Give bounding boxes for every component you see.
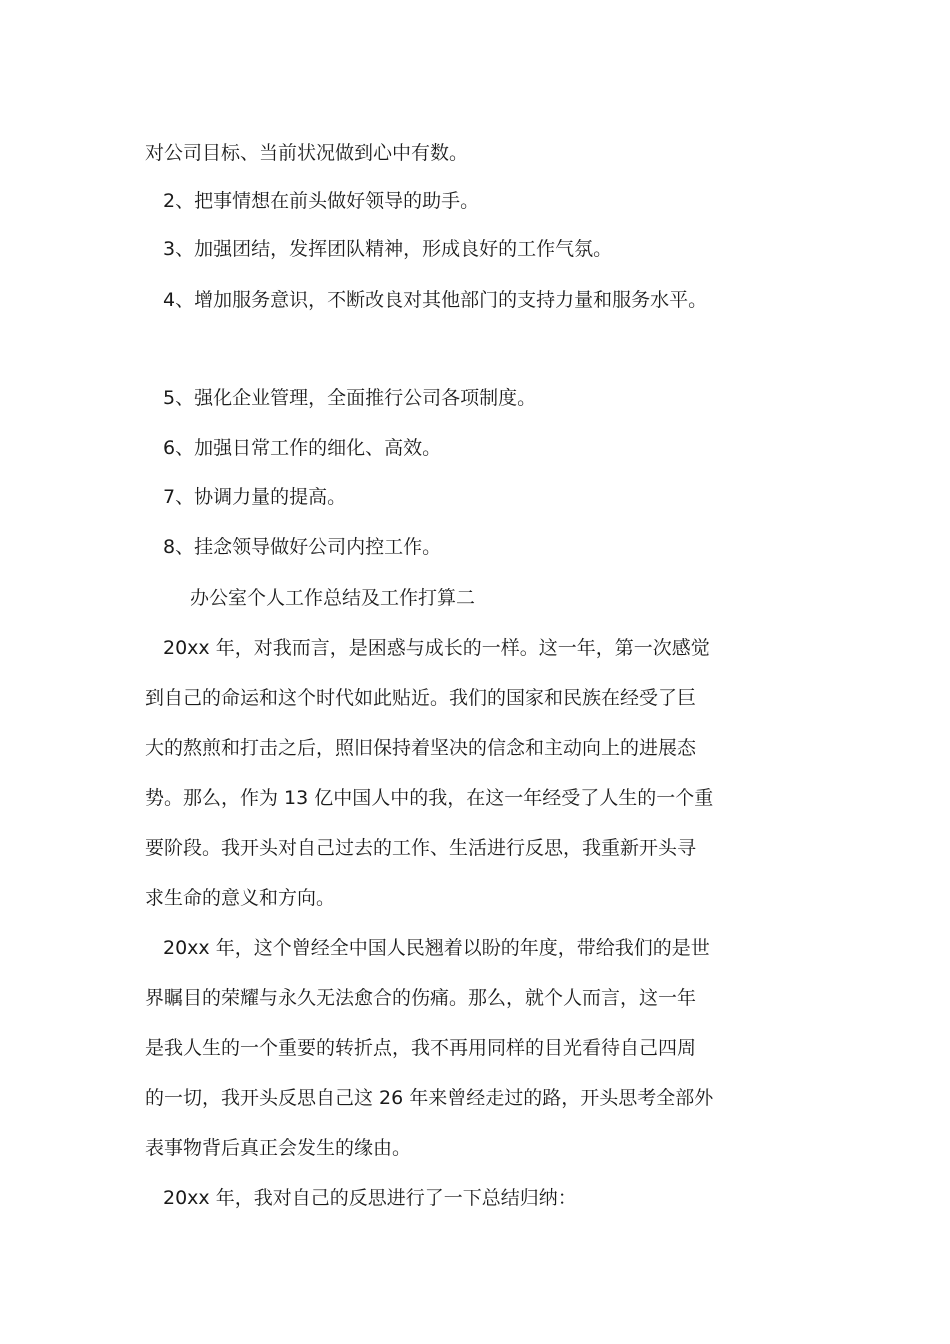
paragraph-line: 是我人生的一个重要的转折点，我不再用同样的目光看待自己四周 [145,1037,697,1059]
paragraph-line: 界瞩目的荣耀与永久无法愈合的伤痛。那么，就个人而言，这一年 [145,987,697,1009]
list-item: 5、强化企业管理，全面推行公司各项制度。 [163,387,537,409]
paragraph-line: 表事物背后真正会发生的缘由。 [145,1137,412,1159]
paragraph-line: 求生命的意义和方向。 [145,887,336,909]
paragraph-line: 要阶段。我开头对自己过去的工作、生活进行反思，我重新开头寻 [145,837,697,859]
list-item: 8、挂念领导做好公司内控工作。 [163,536,442,558]
list-item: 4、增加服务意识，不断改良对其他部门的支持力量和服务水平。 [163,289,708,311]
paragraph-line: 的一切，我开头反思自己这 26 年来曾经走过的路，开头思考全部外 [145,1087,714,1109]
list-item: 2、把事情想在前头做好领导的助手。 [163,190,480,212]
text-line: 对公司目标、当前状况做到心中有数。 [145,142,469,164]
list-item: 7、协调力量的提高。 [163,486,347,508]
list-item: 3、加强团结，发挥团队精神，形成良好的工作气氛。 [163,238,613,260]
paragraph-line: 大的熬煎和打击之后，照旧保持着坚决的信念和主动向上的进展态 [145,737,697,759]
paragraph-line: 势。那么，作为 13 亿中国人中的我，在这一年经受了人生的一个重 [145,787,714,809]
list-item: 6、加强日常工作的细化、高效。 [163,437,442,459]
paragraph-line: 20xx 年，这个曾经全中国人民翘着以盼的年度，带给我们的是世 [163,937,710,959]
section-heading: 办公室个人工作总结及工作打算二 [190,587,476,609]
paragraph-line: 到自己的命运和这个时代如此贴近。我们的国家和民族在经受了巨 [145,687,697,709]
paragraph-line: 20xx 年，我对自己的反思进行了一下总结归纳： [163,1187,577,1209]
paragraph-line: 20xx 年，对我而言，是困惑与成长的一样。这一年，第一次感觉 [163,637,710,659]
